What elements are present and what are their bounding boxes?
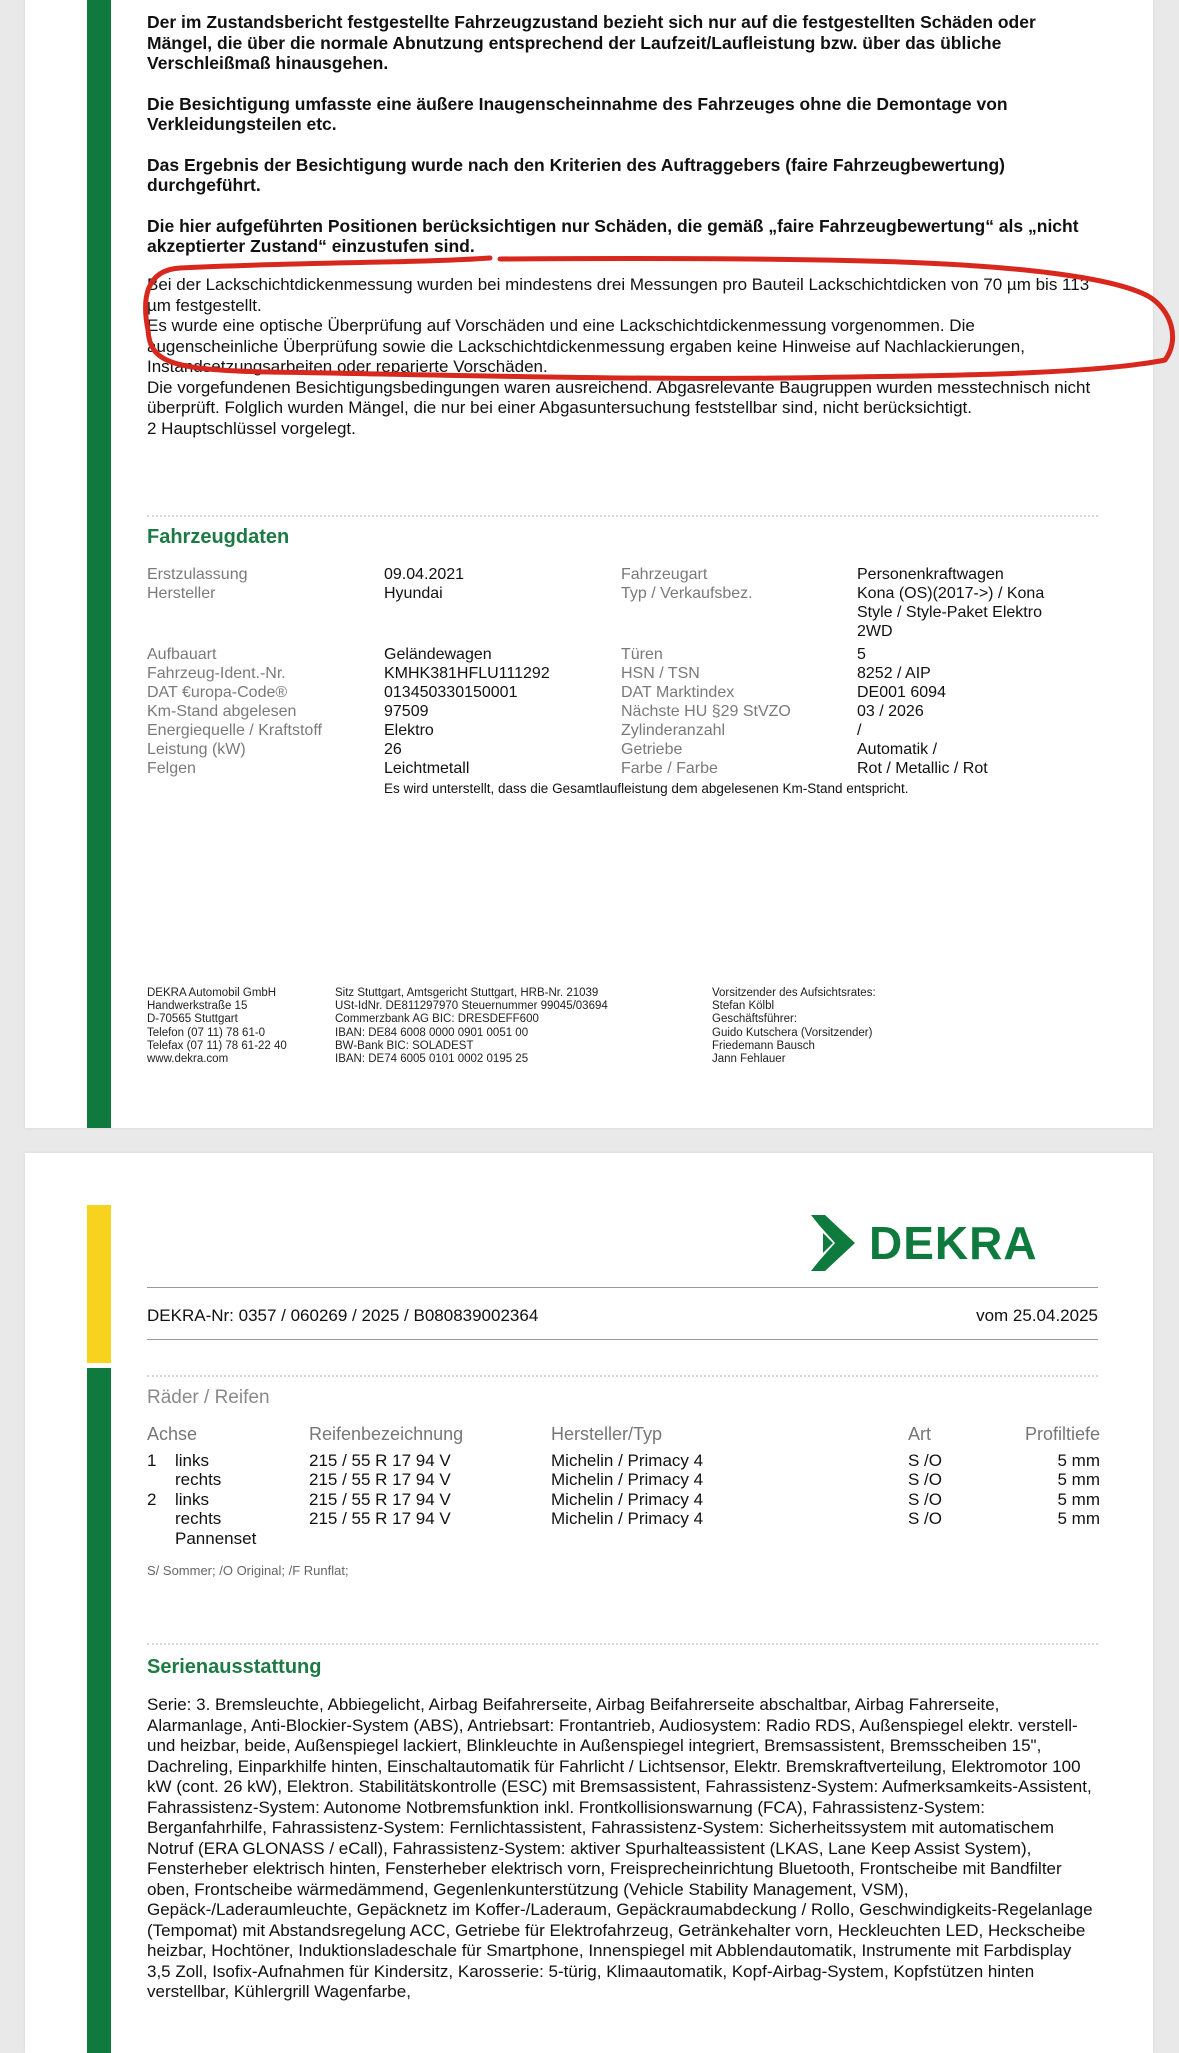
- tires-table: [147, 1425, 1100, 1548]
- tire-type: S /O: [908, 1489, 943, 1509]
- tire-size: 215 / 55 R 17 94 V: [309, 1470, 451, 1489]
- tread-depth: 5 mm: [1057, 1489, 1100, 1509]
- field-label: Aufbauart: [147, 646, 217, 663]
- tread-depth: 5 mm: [1057, 1450, 1100, 1470]
- axle-number: 1: [147, 1450, 157, 1470]
- intro-paragraph: Das Ergebnis der Besichtigung wurde nach den Kriterien des Auftraggebers (faire Fahrzeugbewertung) durchgeführt.: [147, 154, 1005, 195]
- field-label: Hersteller: [147, 585, 216, 602]
- field-label: Km-Stand abgelesen: [147, 703, 297, 720]
- column-header: Hersteller/Typ: [551, 1424, 663, 1444]
- notes-section: [147, 275, 1098, 439]
- field-label: Felgen: [147, 760, 196, 777]
- field-label: Erstzulassung: [147, 566, 248, 583]
- field-value: 013450330150001: [384, 684, 518, 701]
- keys-note: 2 Hauptschlüssel vorgelegt.: [147, 418, 356, 438]
- field-value: Geländewagen: [384, 646, 492, 663]
- tire-position: links: [175, 1489, 210, 1509]
- axle-number: 2: [147, 1489, 157, 1509]
- table-row: [147, 1470, 1100, 1490]
- paint-thickness-note: Bei der Lackschichtdickenmessung wurden bei mindestens drei Messungen pro Bauteil Lackschichtdicken von 70 µm bis 113 µm festgestellt.: [147, 275, 1090, 315]
- report-page-2: [25, 1153, 1153, 2053]
- km-note: Es wird unterstellt, dass die Gesamtlaufleistung dem abgelesenen Km-Stand entspricht.: [384, 781, 909, 796]
- dekra-logo: [811, 1215, 1038, 1271]
- tire-maker: Michelin / Primacy 4: [551, 1470, 704, 1489]
- tire-type: S /O: [908, 1470, 943, 1489]
- field-value: Hyundai: [384, 585, 443, 602]
- field-value: /: [857, 722, 862, 739]
- intro-paragraph: Die Besichtigung umfasste eine äußere Inaugenscheinnahme des Fahrzeuges ohne die Demontage von Verkleidungsteilen etc.: [147, 93, 1008, 134]
- tire-maker: [551, 1529, 908, 1549]
- field-label: DAT Marktindex: [621, 684, 735, 701]
- tire-type: S /O: [908, 1450, 943, 1470]
- column-header: Achse: [147, 1424, 198, 1444]
- field-value: 26: [384, 741, 402, 758]
- tire-size: 215 / 55 R 17 94 V: [309, 1509, 451, 1528]
- table-header-row: [147, 1425, 1100, 1451]
- tire-type: S /O: [908, 1509, 943, 1528]
- field-value: 97509: [384, 703, 429, 720]
- tire-size: 215 / 55 R 17 94 V: [309, 1489, 451, 1509]
- conditions-note: Die vorgefundenen Besichtigungsbedingungen waren ausreichend. Abgasrelevante Baugruppen wurden messtechnisch nicht überprüft. Folglich wurden Mängel, die nur bei einer Abgasuntersuchung feststellbar sind, nicht berücksichtigt.: [147, 377, 1091, 417]
- field-label: Typ / Verkaufsbez.: [621, 585, 753, 602]
- tire-type: [908, 1529, 1008, 1549]
- inspection-note: Es wurde eine optische Überprüfung auf Vorschäden und eine Lackschichtdickenmessung vorgenommen. Die augenscheinliche Überprüfung sowie die Lackschichtdickenmessung ergaben keine Hinweise auf Nachlackierungen, Instandsetzungsarbeiten oder reparierte Vorschäden.: [147, 316, 1025, 376]
- series-equipment-text: Serie: 3. Bremsleuchte, Abbiegelicht, Airbag Beifahrerseite, Airbag Beifahrerseite abschaltbar, Airbag Fahrerseite, Alarmanlage, Anti-Blockier-System (ABS), Antriebsart: Frontantrieb, Audiosystem: Radio RDS, Außenspiegel elektr. verstell- und heizbar, beide, Außenspiegel lackiert, Blinkleuchte in Außenspiegel integriert, Bremsassistent, Bremsscheiben 15", Dachreling, Einparkhilfe hinten, Einschaltautomatik für Fahrlicht / Lichtsensor, Elektr. Bremskraftverteilung, Elektromotor 100 kW (cont. 26 kW), Elektron. Stabilitätskontrolle (ESC) mit Bremsassistent, Fahrassistenz-System: Aufmerksamkeits-Assistent, Fahrassistenz-System: Autonome Notbremsfunktion inkl. Frontkollisionswarnung (FCA), Fahrassistenz-System: Berganfahrhilfe, Fahrassistenz-System: Fernlichtassistent, Fahrassistenz-System: Sicherheitssystem mit automatischem Notruf (ERA GLONASS / eCall), Fahrassistenz-System: aktiver Spurhalteassistent (LKAS, Lane Keep Assist System), Fensterheber elektrisch hinten, Fensterheber elektrisch vorn, Freisprecheinrichtung Bluetooth, Frontscheibe mit Bandfilter oben, Frontscheibe wärmedämmend, Gegenlenkunterstützung (Vehicle Stability Management, VSM), Gepäck-/Laderaumleuchte, Gepäcknetz im Koffer-/Laderaum, Gepäckraumabdeckung / Rollo, Geschwindigkeits-Regelanlage (Tempomat) mit Abstandsregelung ACC, Getriebe für Elektrofahrzeug, Getränkehalter vorn, Heckleuchten LED, Heckscheibe heizbar, Hochtöner, Induktionsladeschale für Smartphone, Innenspiegel mit Abblendautomatik, Instrumente mit Farbdisplay 3,5 Zoll, Isofix-Aufnahmen für Kindersitz, Karosserie: 5-türig, Klimaautomatik, Kopf-Airbag-System, Kopfstützen hinten verstellbar, Kühlergrill Wagenfarbe,: [147, 1695, 1093, 2001]
- report-date: vom 25.04.2025: [976, 1306, 1098, 1325]
- intro-section: [147, 12, 1098, 257]
- section-divider: [147, 1375, 1098, 1377]
- column-header: Art: [908, 1424, 932, 1444]
- field-value: Automatik /: [857, 741, 938, 758]
- axle-number: [147, 1529, 175, 1549]
- tire-position: Pannenset: [175, 1528, 257, 1548]
- field-value: 2WD: [857, 623, 893, 640]
- field-label: Zylinderanzahl: [621, 722, 726, 739]
- table-row: [147, 1509, 1100, 1529]
- field-value: DE001 6094: [857, 684, 946, 701]
- tire-size: 215 / 55 R 17 94 V: [309, 1450, 451, 1470]
- field-label: Nächste HU §29 StVZO: [621, 703, 791, 720]
- tread-depth: [1008, 1529, 1100, 1549]
- tread-depth: 5 mm: [1057, 1509, 1100, 1528]
- section-divider: [147, 1643, 1098, 1645]
- field-value: 09.04.2021: [384, 566, 465, 583]
- intro-paragraph: Der im Zustandsbericht festgestellte Fahrzeugzustand bezieht sich nur auf die festgestellten Schäden oder Mängel, die über die normale Abnutzung entsprechend der Laufzeit/Laufleistung bzw. über das übliche Verschleißmaß hinausgehen.: [147, 12, 1036, 73]
- table-row: [147, 1490, 1100, 1510]
- table-row: [147, 1451, 1100, 1471]
- field-value: 5: [857, 646, 866, 663]
- field-label: HSN / TSN: [621, 665, 700, 682]
- field-label: Energiequelle / Kraftstoff: [147, 722, 322, 739]
- tire-position: links: [175, 1450, 210, 1470]
- footer-legal: Sitz Stuttgart, Amtsgericht Stuttgart, HRB-Nr. 21039 USt-IdNr. DE811297970 Steuernummer 99045/03694 Commerzbank AG BIC: DRESDEFF600 IBAN: DE84 6008 0000 0901 0051 00 BW-Bank BIC: SOLADEST IBAN: DE74 6005 0101 0002 0195 25: [335, 987, 608, 1066]
- field-label: Leistung (kW): [147, 741, 246, 758]
- field-label: DAT €uropa-Code®: [147, 684, 288, 701]
- section-divider: [147, 515, 1098, 517]
- yellow-side-stripe: [87, 1205, 111, 1363]
- field-value: Leichtmetall: [384, 760, 470, 777]
- dekra-logo-icon: [811, 1215, 857, 1271]
- green-side-stripe: [87, 1368, 111, 2053]
- field-label: Fahrzeug-Ident.-Nr.: [147, 665, 286, 682]
- tire-legend: S/ Sommer; /O Original; /F Runflat;: [147, 1563, 349, 1578]
- tire-maker: Michelin / Primacy 4: [551, 1450, 704, 1470]
- tire-maker: Michelin / Primacy 4: [551, 1509, 704, 1528]
- tire-position: rechts: [175, 1509, 222, 1528]
- footer-board: Vorsitzender des Aufsichtsrates: Stefan Kölbl Geschäftsführer: Guido Kutschera (Vorsitzender) Friedemann Bausch Jann Fehlauer: [712, 987, 876, 1066]
- footer-address: DEKRA Automobil GmbH Handwerkstraße 15 D-70565 Stuttgart Telefon (07 11) 78 61-0 Telefax (07 11) 78 61-22 40 www.dekra.com: [147, 987, 287, 1066]
- field-value: Personenkraftwagen: [857, 566, 1004, 583]
- field-value: Rot / Metallic / Rot: [857, 760, 988, 777]
- tire-position: rechts: [175, 1470, 222, 1489]
- tires-heading: Räder / Reifen: [147, 1387, 270, 1408]
- series-equipment-heading: Serienausstattung: [147, 1656, 322, 1678]
- dekra-number: DEKRA-Nr: 0357 / 060269 / 2025 / B080839002364: [147, 1306, 539, 1325]
- field-value: 8252 / AIP: [857, 665, 931, 682]
- axle-number: [147, 1509, 175, 1529]
- tire-maker: Michelin / Primacy 4: [551, 1489, 704, 1509]
- field-label: Getriebe: [621, 741, 683, 758]
- column-header: Reifenbezeichnung: [309, 1424, 464, 1444]
- header-rule: [147, 1339, 1098, 1340]
- axle-number: [147, 1470, 175, 1490]
- report-page-1: [25, 0, 1153, 1128]
- column-header: Profiltiefe: [1024, 1424, 1100, 1444]
- tire-size: [309, 1529, 551, 1549]
- header-rule: [147, 1287, 1098, 1288]
- intro-paragraph: Die hier aufgeführten Positionen berücksichtigen nur Schäden, die gemäß „faire Fahrzeugbewertung“ als „nicht akzeptierter Zustand“ einzustufen sind.: [147, 215, 1079, 256]
- dekra-logo-text: DEKRA: [869, 1217, 1038, 1269]
- field-value: Elektro: [384, 722, 434, 739]
- field-label: Fahrzeugart: [621, 566, 708, 583]
- green-side-stripe: [87, 0, 111, 1128]
- vehicle-data-heading: Fahrzeugdaten: [147, 526, 290, 548]
- field-value: 03 / 2026: [857, 703, 924, 720]
- field-value: Kona (OS)(2017->) / Kona: [857, 585, 1045, 602]
- field-value: KMHK381HFLU111292: [384, 665, 550, 682]
- field-label: Farbe / Farbe: [621, 760, 718, 777]
- table-row: [147, 1529, 1100, 1549]
- tread-depth: 5 mm: [1057, 1470, 1100, 1489]
- field-label: Türen: [621, 646, 663, 663]
- field-value: Style / Style-Paket Elektro: [857, 604, 1042, 621]
